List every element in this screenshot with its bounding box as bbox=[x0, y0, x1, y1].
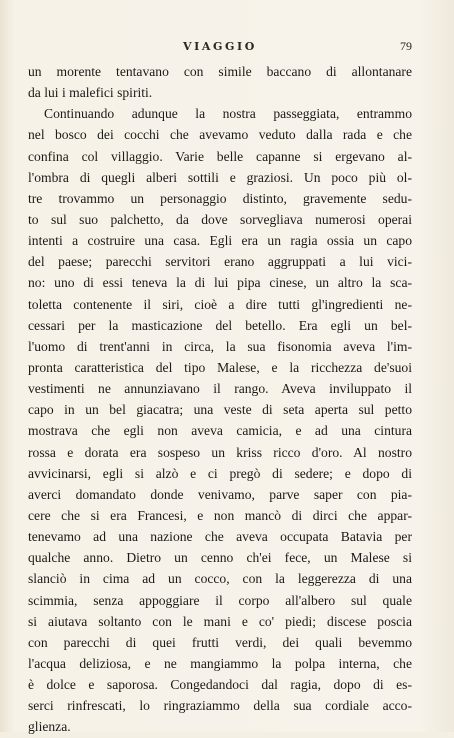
text-line: si aiutava soltanto con le mani e co' piedi; discese poscia bbox=[28, 613, 412, 629]
text-line: slanciò in cima ad un cocco, con la leggerezza di una bbox=[28, 571, 412, 587]
text-line: da lui i malefici spiriti. bbox=[28, 85, 153, 101]
text-line: tre trovammo un personaggio distinto, gravemente sedu- bbox=[28, 190, 412, 206]
text-line: nel bosco dei cocchi che avevamo veduto dalla rada e che bbox=[28, 127, 412, 143]
text-line: to sul suo palchetto, da dove sorvegliava numerosi operai bbox=[28, 211, 412, 227]
text-line: qualche anno. Dietro un cenno ch'ei fece, un Malese si bbox=[28, 550, 412, 566]
text-line: glienza. bbox=[28, 719, 71, 735]
text-line: serci rinfrescati, lo ringraziammo della sua cordiale acco- bbox=[28, 698, 412, 714]
text-line: tenevamo ad una nazione che aveva occupata Batavia per bbox=[28, 529, 412, 545]
text-line: cessari per la masticazione del betello. Era egli un bel- bbox=[28, 317, 412, 333]
text-line: l'acqua deliziosa, e ne mangiammo la polpa interna, che bbox=[28, 655, 412, 671]
text-line: intenti a costruire una casa. Egli era un ragia ossia un capo bbox=[28, 233, 412, 249]
page-header bbox=[28, 40, 412, 58]
text-line: mostrava che egli non aveva camicia, e ad una cintura bbox=[28, 423, 412, 439]
text-line: cere che si era Francesi, e non mancò di dirci che appar- bbox=[28, 507, 412, 523]
text-line: avvicinarsi, egli si alzò e ci pregò di sedere; e dopo di bbox=[28, 465, 412, 481]
text-line: rossa e dorata era sospeso un kriss ricco d'oro. Al nostro bbox=[28, 444, 412, 460]
text-line: confina col villaggio. Varie belle capanne si ergevano al- bbox=[28, 148, 412, 164]
text-line: del paese; parecchi servitori erano aggruppati a lui vici- bbox=[28, 254, 412, 270]
text-line: con parecchi di quei frutti verdi, dei quali bevemmo bbox=[28, 634, 412, 650]
page-number: 79 bbox=[400, 39, 412, 53]
text-line: un morente tentavano con simile baccano di allontanare bbox=[28, 64, 412, 79]
text-line: l'ombra di quegli alberi sottili e graziosi. Un poco più ol- bbox=[28, 169, 412, 185]
text-line: toletta contenente il siri, cioè a dire tutti gl'ingredienti ne- bbox=[28, 296, 412, 312]
text-line: pronta caratteristica del tipo Malese, e la ricchezza de'suoi bbox=[28, 359, 412, 375]
text-line: vestimenti ne annunziavano il rango. Aveva inviluppato il bbox=[28, 381, 412, 397]
text-line: capo in un bel giacatra; una veste di seta aperta sul petto bbox=[28, 402, 412, 418]
text-line: l'uomo di trent'anni in circa, la sua fisonomia aveva l'im- bbox=[28, 338, 412, 354]
text-line: no: uno di essi teneva la di lui pipa cinese, un altro la sca- bbox=[28, 275, 412, 291]
text-line: scimmia, senza appoggiare il corpo all'albero sul quale bbox=[28, 592, 412, 608]
running-title: VIAGGIO bbox=[183, 40, 257, 53]
text-line: Continuando adunque la nostra passeggiata, entrammo bbox=[44, 106, 412, 122]
text-line: averci domandato donde venivamo, parve saper con pia- bbox=[28, 486, 412, 502]
body-text bbox=[28, 61, 412, 738]
text-line: è dolce e saporosa. Congedandoci dal ragia, dopo di es- bbox=[28, 677, 412, 693]
